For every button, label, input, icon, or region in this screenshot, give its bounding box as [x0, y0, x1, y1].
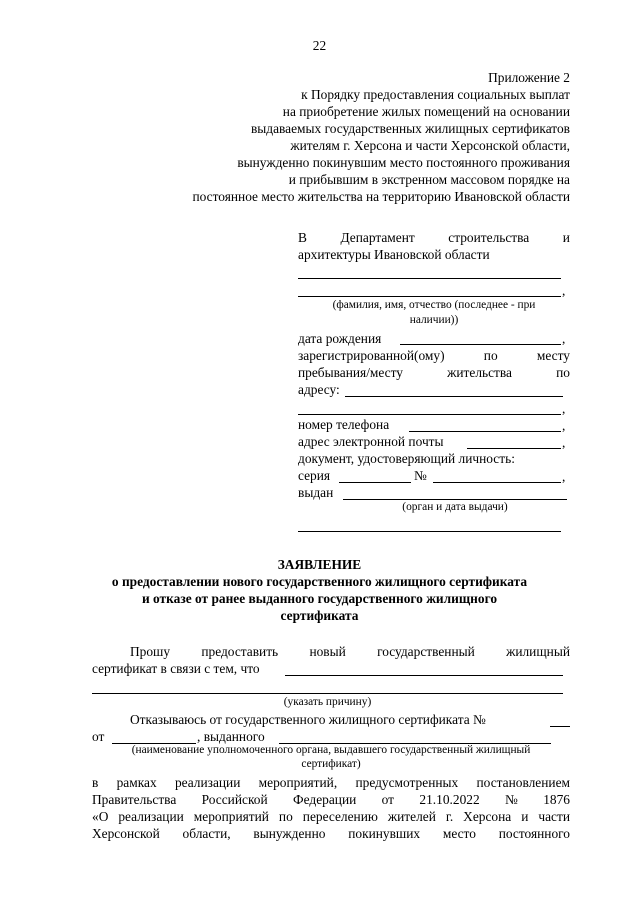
addressee-word: В — [298, 230, 307, 245]
issued-by-label: , выданного — [197, 729, 265, 744]
number-label: № — [414, 468, 427, 483]
addressee-line-2: архитектуры Ивановской области — [298, 247, 490, 262]
stay-word: по — [556, 365, 570, 380]
name-field[interactable] — [298, 296, 561, 297]
issued-field-2[interactable] — [298, 531, 561, 532]
stay-word: пребывания/месту — [298, 365, 403, 380]
id-doc-label: документ, удостоверяющий личность: — [298, 451, 515, 466]
reason-caption: (указать причину) — [283, 696, 372, 708]
statement-title: ЗАЯВЛЕНИЕ — [277, 557, 362, 572]
paragraph-word: вынужденно — [253, 826, 326, 841]
address-field[interactable] — [345, 396, 563, 397]
paragraph-line-2 — [92, 792, 570, 808]
issuer-caption-1: (наименование уполномоченного органа, выдавшего государственный жилищный — [131, 744, 531, 756]
comma: , — [562, 469, 566, 484]
request-word: предоставить — [201, 644, 279, 659]
addressee-line-1 — [298, 230, 570, 246]
paragraph-word: от — [381, 792, 395, 807]
paragraph-word: постоянного — [498, 826, 570, 841]
appendix-line: к Порядку предоставления социальных выплат — [301, 87, 570, 102]
phone-field[interactable] — [409, 431, 561, 432]
comma: , — [562, 331, 566, 346]
paragraph-line-3: «О реализации мероприятий по переселению жителей г. Херсона и части — [92, 809, 570, 824]
issued-caption: (орган и дата выдачи) — [402, 501, 508, 513]
email-label: адрес электронной почты — [298, 434, 444, 449]
name-caption-2: наличии)) — [409, 314, 459, 326]
registered-word: месту — [536, 348, 570, 363]
request-word: государственный — [377, 644, 475, 659]
paragraph-word: Правительства — [92, 792, 177, 807]
name-caption-1: (фамилия, имя, отчество (последнее - при — [332, 299, 536, 311]
blank-line — [298, 278, 561, 279]
paragraph-line-4 — [92, 826, 570, 842]
reason-field-2[interactable] — [92, 693, 563, 694]
appendix-line: вынужденно покинувшим место постоянного проживания — [237, 155, 570, 170]
address-label: адресу: — [298, 382, 340, 397]
paragraph-word: № — [505, 792, 518, 807]
paragraph-line-1: в рамках реализации мероприятий, предусмотренных постановлением — [92, 775, 570, 790]
comma: , — [562, 435, 566, 450]
registered-line — [298, 348, 570, 364]
paragraph-word: области, — [182, 826, 231, 841]
birth-date-label: дата рождения — [298, 331, 382, 346]
registered-word: зарегистрированной(ому) — [298, 348, 445, 363]
certificate-number-field[interactable] — [550, 726, 570, 727]
appendix-line: на приобретение жилых помещений на основании — [282, 104, 570, 119]
phone-label: номер телефона — [298, 417, 390, 432]
paragraph-word: Херсонской — [92, 826, 160, 841]
addressee-word: строительства — [448, 230, 530, 245]
request-line-2: сертификат в связи с тем, что — [92, 661, 260, 676]
paragraph-word: покинувших — [348, 826, 421, 841]
email-field[interactable] — [467, 448, 561, 449]
issuer-caption-2: сертификат) — [301, 758, 361, 770]
paragraph-word: 21.10.2022 — [419, 792, 480, 807]
registered-word: по — [483, 348, 498, 363]
request-line — [130, 644, 570, 660]
issued-label: выдан — [298, 485, 334, 500]
stay-line — [298, 365, 570, 381]
appendix-line: жителям г. Херсона и части Херсонской области, — [290, 138, 570, 153]
from-label: от — [92, 729, 105, 744]
request-word: жилищный — [506, 644, 570, 659]
paragraph-word: Российской — [201, 792, 268, 807]
appendix-line: выдаваемых государственных жилищных сертификатов — [250, 121, 570, 136]
appendix-line: и прибывшим в экстренном массовом порядке на — [288, 172, 570, 187]
issued-field[interactable] — [343, 499, 567, 500]
addressee-word: и — [562, 230, 570, 245]
appendix-line: постоянное место жительства на территорию Ивановской области — [192, 189, 570, 204]
paragraph-word: Федерации — [293, 792, 357, 807]
statement-subtitle-2: и отказе от ранее выданного государственного жилищного — [141, 591, 498, 606]
birth-date-field[interactable] — [400, 344, 561, 345]
stay-word: жительства — [447, 365, 512, 380]
series-label: серия — [298, 468, 331, 483]
addressee-word: Департамент — [340, 230, 415, 245]
number-field[interactable] — [433, 482, 561, 483]
refuse-text: Отказываюсь от государственного жилищного сертификата № — [130, 712, 486, 727]
statement-subtitle-3: сертификата — [280, 608, 359, 623]
request-word: новый — [309, 644, 346, 659]
comma: , — [562, 401, 566, 416]
comma: , — [562, 418, 566, 433]
page-number: 22 — [312, 38, 327, 53]
reason-field[interactable] — [285, 675, 563, 676]
series-field[interactable] — [339, 482, 411, 483]
address-field-2[interactable] — [298, 414, 561, 415]
paragraph-word: 1876 — [543, 792, 570, 807]
comma: , — [562, 283, 566, 298]
paragraph-word: место — [442, 826, 476, 841]
request-word: Прошу — [130, 644, 171, 659]
statement-subtitle-1: о предоставлении нового государственного жилищного сертификата — [111, 574, 528, 589]
appendix-line: Приложение 2 — [488, 70, 570, 85]
